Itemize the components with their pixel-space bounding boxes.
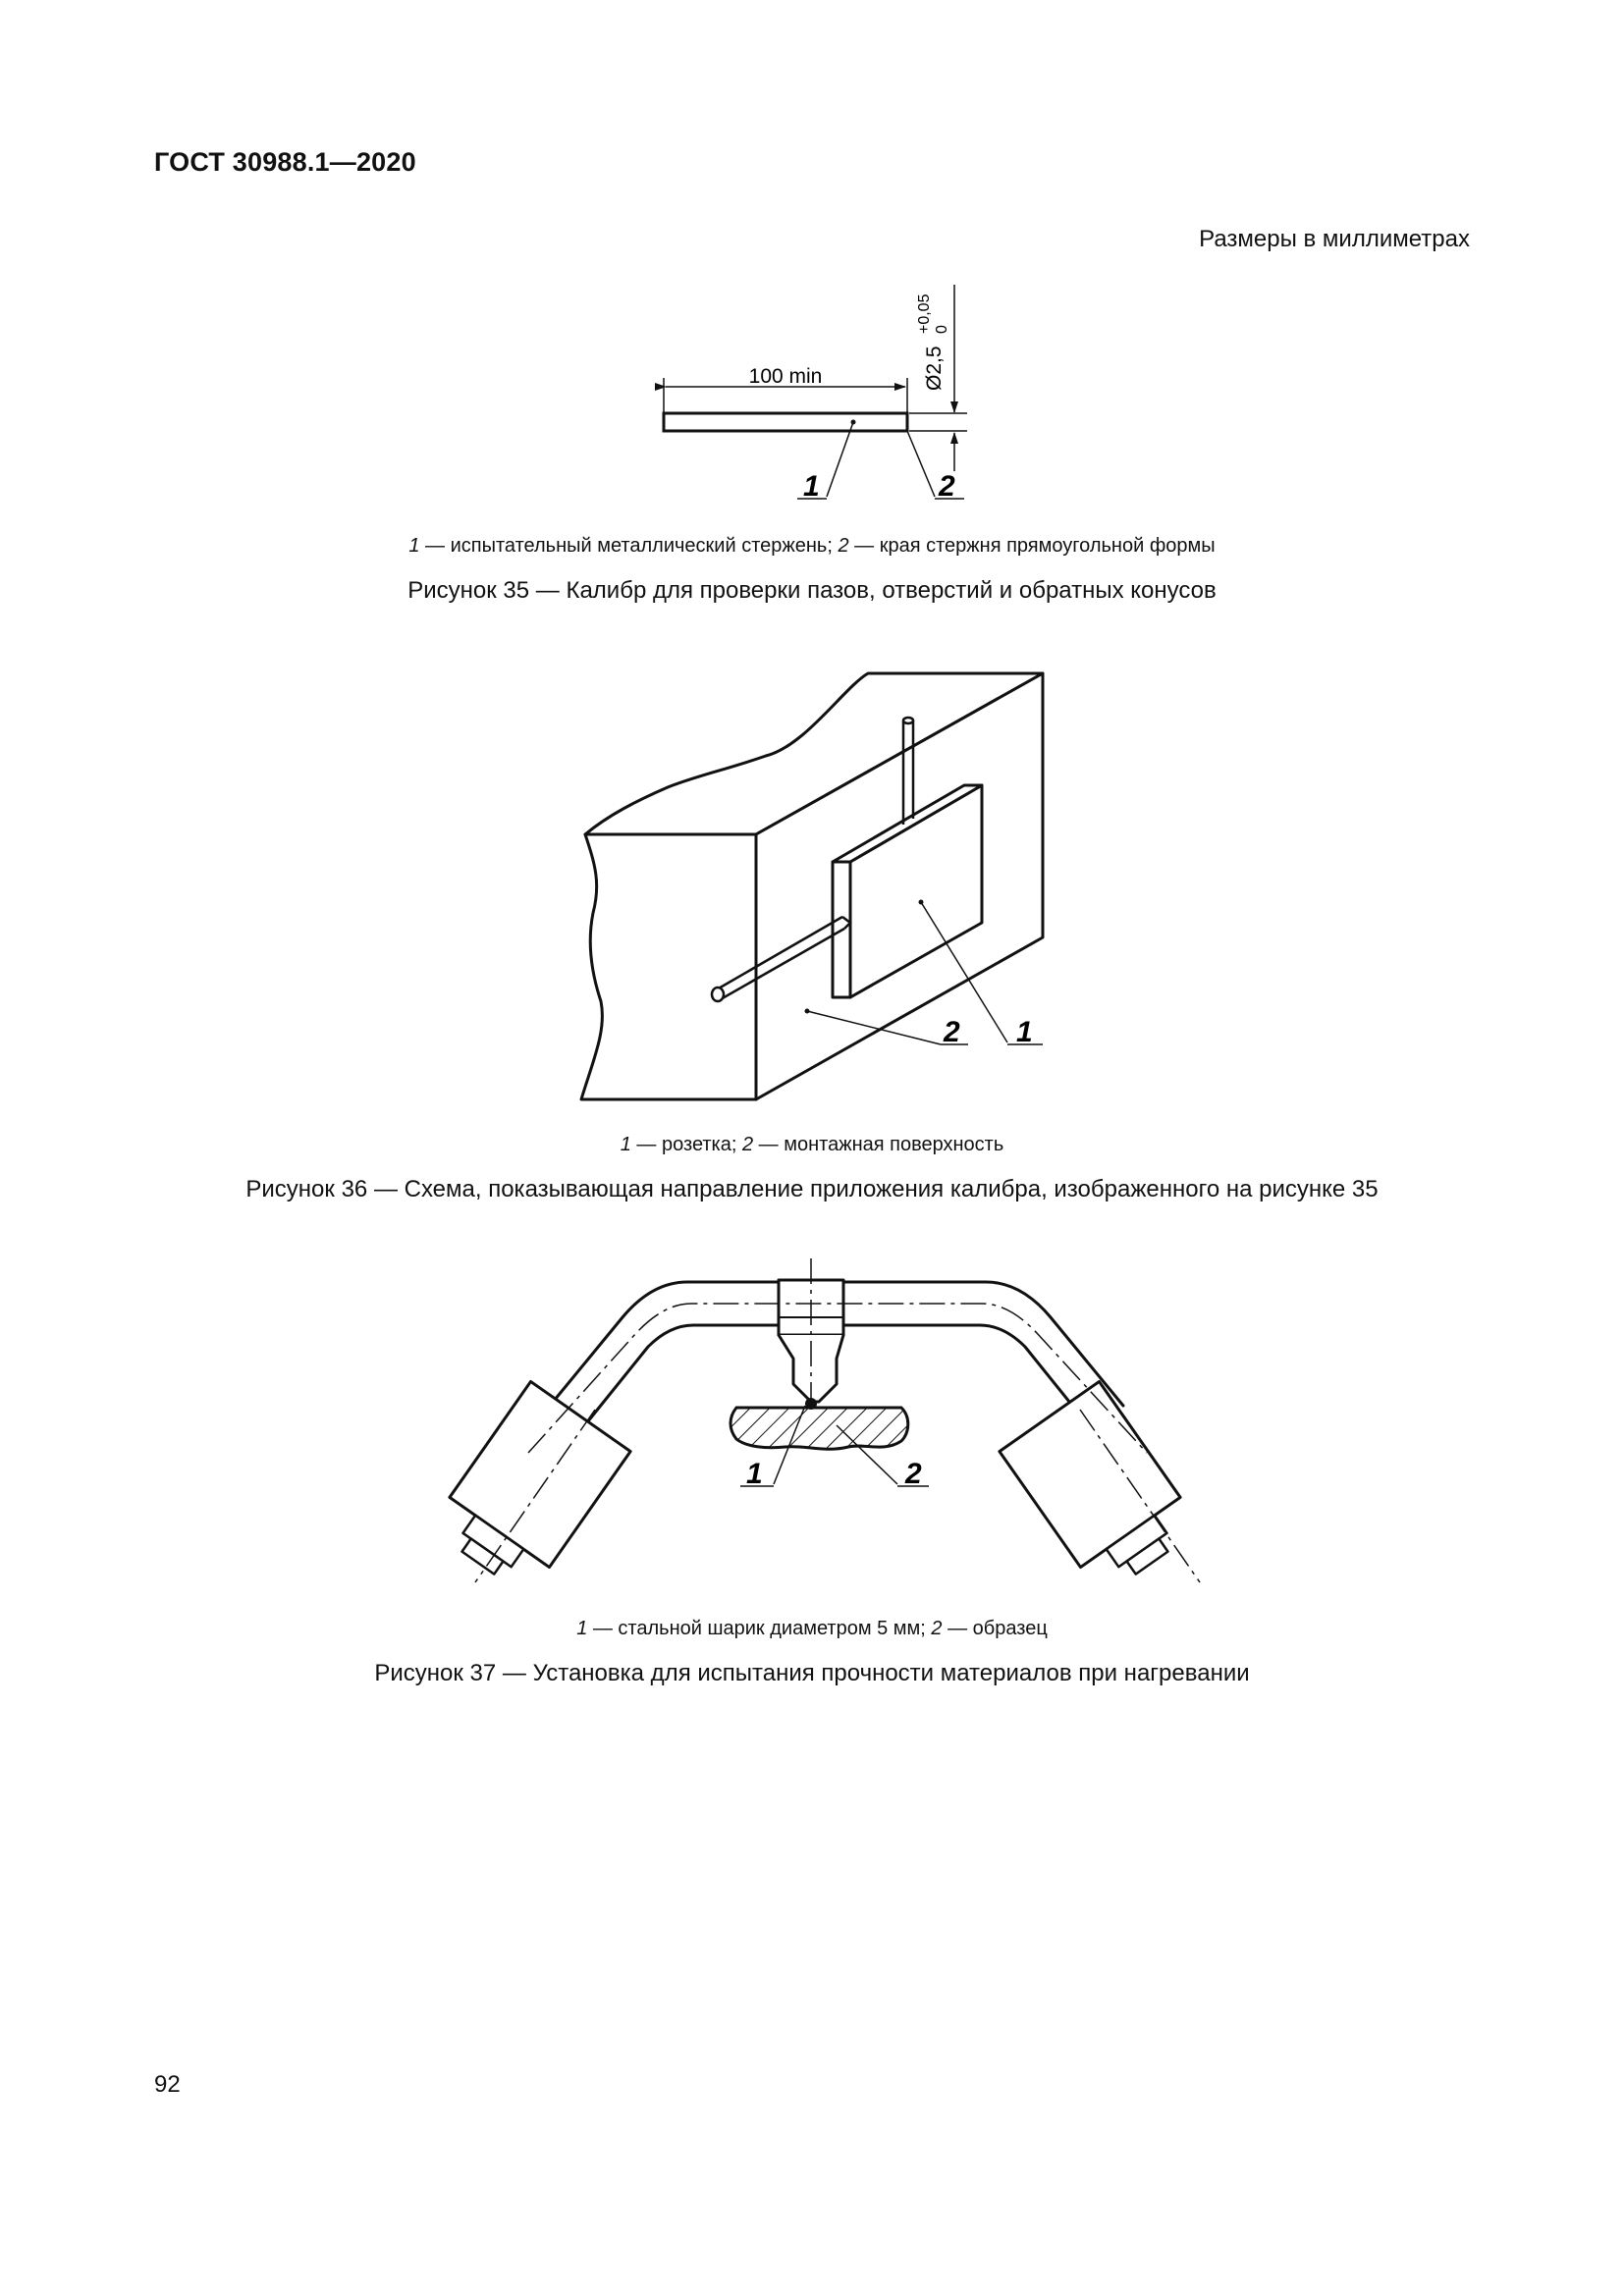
figure-37-legend <box>0 1618 1624 1640</box>
label-2: 2 <box>939 470 955 503</box>
legend-text: — испытательный металлический стержень; <box>419 535 839 557</box>
legend-number: 2 <box>838 535 849 557</box>
page-number: 92 <box>154 2071 181 2098</box>
length-dimension-text: 100 min <box>748 365 823 388</box>
label-1: 1 <box>746 1458 763 1490</box>
label-2: 2 <box>944 1016 960 1048</box>
figure-37-caption: Рисунок 37 — Установка для испытания прочности материалов при нагревании <box>374 1660 1250 1686</box>
label-1: 1 <box>1016 1016 1033 1048</box>
units-note: Размеры в миллиметрах <box>1199 226 1470 252</box>
legend-number: 2 <box>931 1618 943 1639</box>
tolerance-lower: 0 <box>934 325 950 334</box>
legend-number: 1 <box>620 1134 631 1155</box>
legend-text: — монтажная поверхность <box>753 1134 1004 1155</box>
legend-number: 1 <box>576 1618 588 1639</box>
legend-number: 2 <box>741 1134 754 1155</box>
specimen <box>731 1408 908 1449</box>
diameter-text: Ø2,5 <box>923 346 946 391</box>
figure-35-caption: Рисунок 35 — Калибр для проверки пазов, отверстий и обратных конусов <box>407 577 1217 604</box>
legend-text: — розетка; <box>630 1134 742 1155</box>
label-1: 1 <box>803 470 820 503</box>
tolerance-upper: +0,05 <box>916 294 933 334</box>
legend-text: — образец <box>942 1618 1048 1639</box>
figure-36-caption: Рисунок 36 — Схема, показывающая направление приложения калибра, изображенного на рисунке 35 <box>245 1176 1379 1202</box>
legend-text: — края стержня прямоугольной формы <box>848 535 1216 557</box>
standard-header: ГОСТ 30988.1—2020 <box>154 147 416 177</box>
legend-number: 1 <box>408 535 420 557</box>
steel-ball <box>805 1398 817 1410</box>
label-2: 2 <box>905 1458 922 1490</box>
legend-text: — стальной шарик диаметром 5 мм; <box>587 1618 932 1639</box>
